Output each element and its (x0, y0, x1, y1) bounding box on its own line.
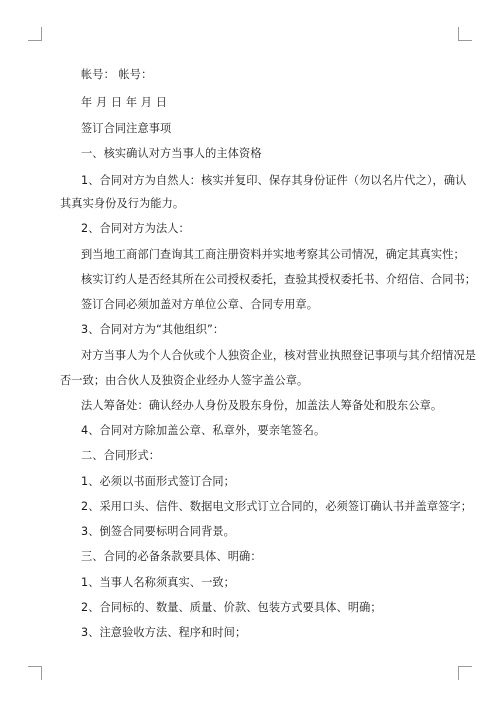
section-title: 签订合同注意事项 (81, 122, 172, 135)
paragraph-line: 否一致；由合伙人及独资企业经办人签字盖公章。 (60, 374, 309, 387)
heading-2: 二、合同形式： (81, 449, 161, 462)
paragraph-line: 3、注意验收方法、程序和时间； (81, 626, 247, 639)
crop-mark-top-right-v (458, 27, 459, 41)
paragraph-line: 4、合同对方除加盖公章、私章外，要亲笔签名。 (81, 424, 326, 437)
crop-mark-bottom-right-h (458, 666, 472, 667)
paragraph-line: 2、采用口头、信件、数据电文形式订立合同的，必须签订确认书并盖章签字； (81, 500, 472, 513)
crop-mark-bottom-left-h (28, 666, 42, 667)
heading-1: 一、核实确认对方当事人的主体资格 (81, 147, 262, 160)
crop-mark-top-left-v (41, 27, 42, 41)
account-line: 帐号： 帐号： (81, 68, 153, 81)
crop-mark-bottom-right-v (458, 666, 459, 680)
paragraph-line: 1、合同对方为自然人：核实并复印、保存其身份证件（勿以名片代之），确认 (81, 174, 467, 187)
paragraph-line: 签订合同必须加盖对方单位公章、合同专用章。 (81, 298, 319, 311)
paragraph-line: 1、必须以书面形式签订合同； (81, 475, 235, 488)
crop-mark-top-left-h (28, 40, 42, 41)
date-line: 年 月 日 年 月 日 (81, 96, 168, 109)
crop-mark-bottom-left-v (41, 666, 42, 680)
paragraph-line: 到当地工商部门查询其工商注册资料并实地考察其公司情况，确定其真实性； (81, 248, 465, 261)
paragraph-line: 3、倒签合同要标明合同背景。 (81, 525, 235, 538)
paragraph-line: 3、合同对方为“其他组织”： (81, 323, 225, 336)
paragraph-line: 2、合同标的、数量、质量、价款、包装方式要具体、明确； (81, 601, 382, 614)
paragraph-line: 法人筹备处：确认经办人身份及股东身份，加盖法人筹备处和股东公章。 (81, 399, 443, 412)
paragraph-line: 核实订约人是否经其所在公司授权委托，查验其授权委托书、介绍信、合同书； (81, 273, 477, 286)
crop-mark-top-right-h (458, 40, 472, 41)
paragraph-line: 1、当事人名称须真实、一致； (81, 576, 235, 589)
paragraph-line: 对方当事人为个人合伙或个人独资企业，核对营业执照登记事项与其介绍情况是 (81, 349, 477, 362)
heading-3: 三、合同的必备条款要具体、明确： (81, 550, 262, 563)
paragraph-line: 2、合同对方为法人： (81, 222, 190, 235)
paragraph-line: 其真实身份及行为能力。 (60, 197, 185, 210)
